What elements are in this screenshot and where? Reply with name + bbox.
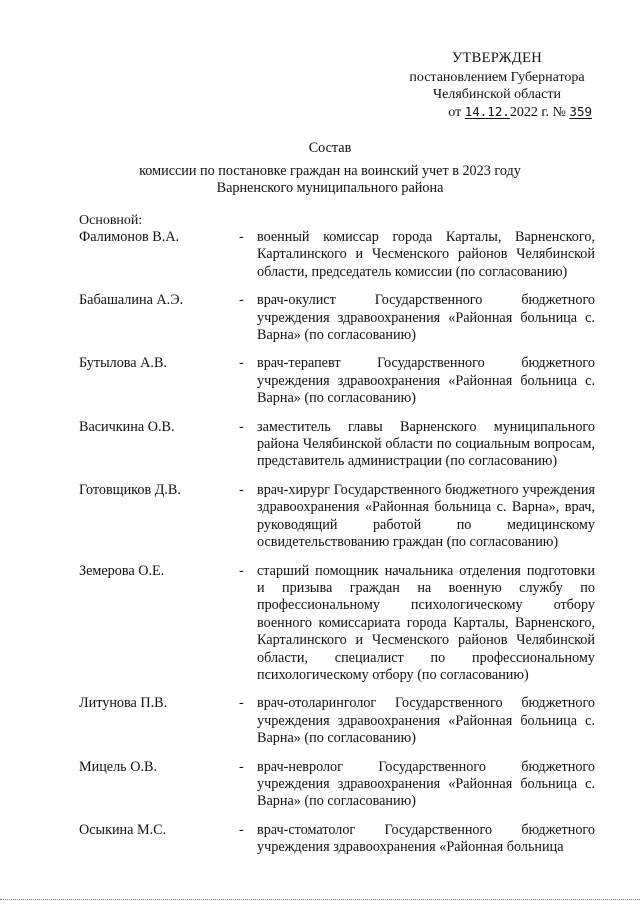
document-subtitle-line-2: Варненского муниципального района — [216, 180, 444, 196]
member-name: Литунова П.В. — [79, 695, 168, 712]
document-title: Состав — [308, 140, 352, 156]
section-label: Основной: — [79, 213, 143, 228]
approval-date-line — [388, 103, 606, 121]
member-row — [79, 355, 595, 407]
page-bottom-rule — [0, 899, 640, 900]
member-name: Земерова О.Е. — [79, 562, 165, 579]
member-dash: - — [239, 418, 244, 435]
member-role: врач-хирург Государственного бюджетного учреждения здравоохранения «Районная больница с. Варна», врач, руководящий работой по медицинскому освидетельствованию граждан (по согласованию) — [257, 481, 595, 551]
number-sign: № — [552, 105, 566, 120]
member-role: старший помощник начальника отделения подготовки и призыва граждан на военную службу по профессиональному психологическому отбору военного комиссариата города Карталы, Варненского, Карталинского и Чесменского районов Челябинской области, специалист по профессиональному психологическому отбору (по согласованию) — [257, 562, 595, 683]
member-role: заместитель главы Варненского муниципального района Челябинской области по социальным вопросам, представитель администрации (по согласованию) — [257, 418, 595, 470]
members-list — [79, 229, 595, 868]
approval-block — [388, 50, 606, 121]
member-row — [79, 563, 595, 685]
member-name: Готовщиков Д.В. — [79, 481, 181, 498]
approval-stamp: УТВЕРЖДЕН — [451, 50, 543, 66]
member-name: Осыкина М.С. — [79, 821, 167, 838]
member-dash: - — [239, 695, 244, 712]
member-dash: - — [239, 292, 244, 309]
member-row — [79, 419, 595, 471]
document-heading — [60, 140, 600, 197]
member-name: Васичкина О.В. — [79, 418, 175, 435]
document-subtitle-line-1: комиссии по постановке граждан на воинский учет в 2023 году — [139, 163, 521, 179]
approval-date: 14.12. — [464, 104, 510, 119]
member-row — [79, 822, 595, 857]
member-role: военный комиссар города Карталы, Варненского, Карталинского и Чесменского районов Челябинской области, председатель комиссии (по согласованию) — [257, 229, 595, 280]
member-role: врач-стоматолог Государственного бюджетного учреждения здравоохранения «Районная больница — [257, 821, 595, 856]
approval-year: 2022 г. — [509, 105, 550, 120]
member-dash: - — [239, 229, 244, 245]
member-row — [79, 292, 595, 344]
member-role: врач-невролог Государственного бюджетного учреждения здравоохранения «Районная больница с. Варна» (по согласованию) — [257, 758, 595, 810]
approval-number: 359 — [569, 104, 592, 119]
approval-line-2: Челябинской области — [433, 87, 561, 102]
approval-line-1: постановлением Губернатора — [409, 70, 585, 85]
member-role: врач-терапевт Государственного бюджетного учреждения здравоохранения «Районная больница с. Варна» (по согласованию) — [257, 355, 595, 407]
member-name: Бутылова А.В. — [79, 355, 167, 372]
member-role: врач-окулист Государственного бюджетного учреждения здравоохранения «Районная больница с. Варна» (по согласованию) — [257, 292, 595, 344]
date-prefix: от — [448, 105, 462, 120]
member-dash: - — [239, 481, 244, 498]
member-row — [79, 482, 595, 552]
member-dash: - — [239, 355, 244, 372]
member-row — [79, 759, 595, 811]
member-dash: - — [239, 562, 244, 579]
member-dash: - — [239, 821, 244, 838]
member-dash: - — [239, 758, 244, 775]
member-row — [79, 229, 595, 281]
member-row — [79, 695, 595, 747]
member-role: врач-отоларинголог Государственного бюджетного учреждения здравоохранения «Районная больница с. Варна» (по согласованию) — [257, 695, 595, 747]
member-name: Фалимонов В.А. — [79, 229, 180, 245]
member-name: Бабашалина А.Э. — [79, 292, 184, 309]
member-name: Мицель О.В. — [79, 758, 157, 775]
